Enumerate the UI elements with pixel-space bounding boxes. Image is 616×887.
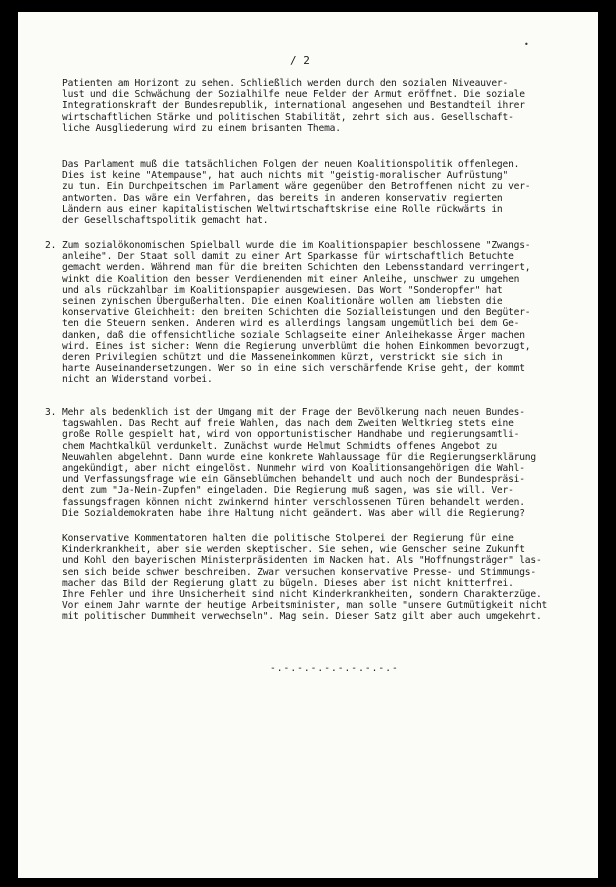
text-line: Ländern aus einer kapitalistischen Weltwirtschaftskrise eine Rolle rückwärts in: [62, 203, 503, 215]
text-line: gemacht werden. Während man für die breiten Schichten den Lebensstandard verringert,: [62, 262, 531, 274]
text-line: macher das Bild der Regierung glatt zu bügeln. Dieses aber ist nicht knitterfrei.: [62, 577, 514, 589]
document-page: [18, 12, 598, 878]
text-line: Patienten am Horizont zu sehen. Schließlich werden durch den sozialen Niveauver-: [62, 78, 509, 89]
text-line: antworten. Das wäre ein Verfahren, das bereits in anderen konservativ regierten: [62, 192, 503, 204]
list-number: 2.: [45, 240, 57, 251]
list-number: 3.: [45, 407, 57, 418]
text-line: winkt die Koalition den besser Verdienenden mit einer Anleihe, unschwer zu umgehen: [62, 273, 520, 285]
paragraph-2: [62, 159, 570, 226]
text-line: konservative Gleichheit: den breiten Schichten die Sozialleistungen und den Begüter-: [62, 307, 531, 319]
text-line: Das Parlament muß die tatsächlichen Folgen der neuen Koalitionspolitik offenlegen.: [62, 159, 520, 170]
text-line: seinen zynischen Übergußerhalten. Die einen Koalitionäre wollen am liebsten die: [62, 295, 503, 307]
text-line: nicht an Widerstand vorbei.: [62, 374, 213, 386]
text-line: fassungsfragen können nicht zwinkernd hinter verschlossenen Türen behandelt werden.: [62, 496, 525, 508]
text-line: Zum sozialökonomischen Spielball wurde die im Koalitionspapier beschlossene "Zwangs-: [62, 240, 531, 251]
paragraph-3-point: [45, 407, 570, 519]
text-line: tagswahlen. Das Recht auf freie Wahlen, das nach dem Zweiten Weltkrieg stets eine: [62, 418, 514, 430]
text-line: große Rolle gespielt hat, wird von opportunistischer Handhabe und regierungsamtli-: [62, 429, 520, 441]
text-line: liche Ausgliederung wird zu einem brisanten Thema.: [62, 122, 341, 134]
text-line: Vor einem Jahr warnte der heutige Arbeitsminister, man solle "unsere Gutmütigkeit nicht: [62, 600, 548, 612]
text-line: mit politischer Dummheit verwechseln". Mag sein. Dieser Satz gilt aber auch umgekehrt.: [62, 611, 542, 623]
text-line: und Kohl den bayerischen Ministerpräsidenten im Nacken hat. Als "Hoffnungsträger" las-: [62, 555, 542, 567]
text-line: zu tun. Ein Durchpeitschen im Parlament wäre gegenüber den Betroffenen nicht zu ver-: [62, 181, 531, 193]
paragraph-closing: [62, 533, 570, 623]
corner-mark: •: [524, 40, 529, 49]
text-line: und als rückzahlbar im Koalitionspapier ausgewiesen. Das Wort "Sonderopfer" hat: [62, 284, 503, 296]
text-line: dent zum "Ja-Nein-Zupfen" eingeladen. Die Regierung muß sagen, was sie will. Ver-: [62, 485, 514, 497]
text-line: Kinderkrankheit, aber sie werden skeptischer. Sie sehen, wie Genscher seine Zukunft: [62, 544, 525, 556]
paragraph-1: [62, 78, 570, 134]
text-line: Ihre Fehler und ihre Unsicherheit sind nicht Kinderkrankheiten, sondern Charakterzüge.: [62, 588, 542, 600]
text-line: deren Privilegien schützt und die Masseneinkommen kürzt, verstrickt sie sich in: [62, 351, 503, 363]
text-line: harte Auseinandersetzungen. Wer so in eine sich verschärfende Krise geht, der kommt: [62, 363, 525, 375]
text-line: Integrationskraft der Bundesrepublik, international angesehen und Bestandteil ihrer: [62, 100, 525, 112]
paragraph-2-point: [45, 240, 570, 386]
text-line: wirtschaftlichen Stärke und politischen Stabilität, zehrt sich aus. Gesellschaft-: [62, 111, 514, 123]
text-line: Konservative Kommentatoren halten die politische Stolperei der Regierung für eine: [62, 533, 514, 544]
text-line: sen sich beide schwer beschreiben. Zwar versuchen konservative Presse- und Stimmungs-: [62, 566, 536, 578]
text-line: der Gesellschaftspolitik gemacht hat.: [62, 214, 269, 226]
text-line: Mehr als bedenklich ist der Umgang mit der Frage der Bevölkerung nach neuen Bundes-: [62, 407, 525, 418]
text-line: und Verfassungsfrage wie ein Gänseblümchen behandelt und auch noch der Bundespräsi-: [62, 474, 525, 486]
text-line: Dies ist keine "Atempause", hat auch nichts mit "geistig-moralischer Aufrüstung": [62, 170, 509, 182]
text-line: danken, daß die offensichtliche soziale Schlagseite einer Anleihekasse Ärger machen: [62, 329, 525, 341]
text-line: wird. Eines ist sicher: Wenn die Regierung unverblümt die hohen Einkommen bevorzugt,: [62, 340, 531, 352]
text-line: chem Machtkalkül verdunkelt. Zunächst wurde Helmut Schmidts offenes Angebot zu: [62, 440, 497, 452]
text-line: ten die Steuern senken. Anderen wird es allerdings langsam ungemütlich bei dem Ge-: [62, 318, 520, 330]
text-line: Neuwahlen abgelehnt. Dann wurde eine konkrete Wahlaussage für die Regierungserklärung: [62, 451, 536, 463]
text-line: Die Sozialdemokraten habe ihre Haltung nicht geändert. Was aber will die Regierung?: [62, 507, 525, 519]
page-number: / 2: [290, 54, 310, 67]
end-divider: -.-.-.-.-.-.-.-.-.-: [270, 663, 399, 674]
text-line: anleihe". Der Staat soll damit zu einer Art Sparkasse für wirtschaftlich Betuchte: [62, 251, 514, 263]
text-line: angekündigt, aber nicht eingelöst. Nunmehr wird von Koalitionsangehörigen die Wahl-: [62, 462, 525, 474]
text-line: lust und die Schwächung der Sozialhilfe neue Felder der Armut eröffnet. Die soziale: [62, 89, 525, 101]
